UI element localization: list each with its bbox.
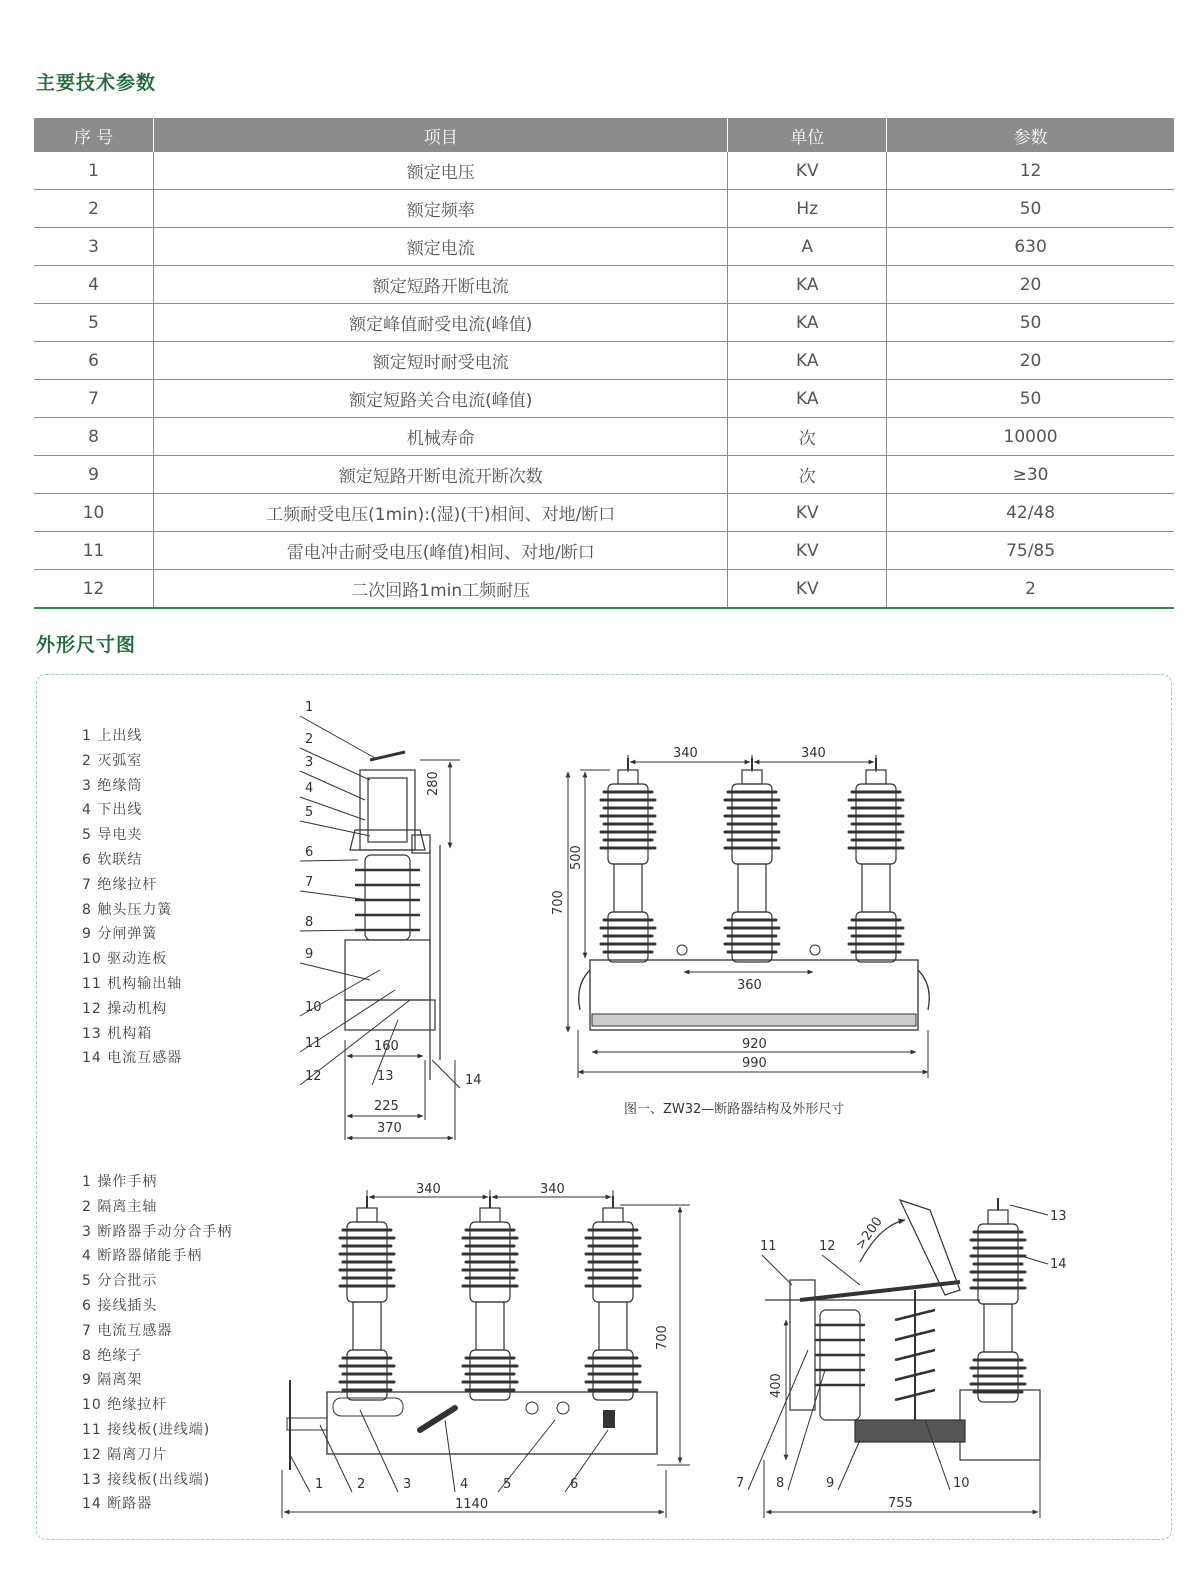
legend-item-isolator: 10 绝缘拉杆 — [82, 1397, 168, 1414]
callout-leader — [300, 891, 368, 900]
legend-item-isolator: 1 操作手柄 — [82, 1174, 158, 1190]
cell-unit: 次 — [728, 418, 887, 456]
callout-number: 4 — [460, 1477, 469, 1492]
cell-unit: KA — [728, 266, 887, 304]
legend-item-isolator: 3 断路器手动分合手柄 — [82, 1223, 233, 1240]
fig2-base-rail — [592, 1014, 916, 1026]
cell-index: 4 — [34, 266, 154, 304]
cell-unit: Hz — [728, 190, 887, 228]
callout-number: 12 — [819, 1239, 836, 1254]
fig4-dim-755: 755 — [888, 1496, 913, 1511]
callout-leader — [822, 1255, 860, 1285]
fig1-insulating-cylinder — [365, 855, 410, 940]
cell-item: 额定峰值耐受电流(峰值) — [154, 304, 728, 342]
callout-number: 2 — [305, 732, 314, 747]
fig3-pole-3 — [586, 1196, 640, 1400]
fig1-dim-370: 370 — [377, 1121, 402, 1136]
fig1-interrupter-inner — [368, 778, 407, 842]
fig2-caption: 图一、ZW32—断路器结构及外形尺寸 — [624, 1102, 845, 1117]
cell-item: 工频耐受电压(1min):(湿)(干)相间、对地/断口 — [154, 494, 728, 532]
callout-leader — [290, 1455, 310, 1492]
callout-number: 5 — [503, 1477, 512, 1492]
cell-unit: KV — [728, 152, 887, 190]
callout-number: 10 — [953, 1476, 970, 1491]
legend-item-breaker: 3 绝缘筒 — [82, 777, 143, 794]
legend-item-isolator: 9 隔离架 — [82, 1372, 143, 1389]
fig3-dim-340-a: 340 — [416, 1182, 441, 1197]
legend-item-breaker: 8 触头压力簧 — [82, 901, 173, 918]
callout-leader — [300, 860, 358, 861]
cell-unit: KV — [728, 532, 887, 570]
cell-item: 额定短路关合电流(峰值) — [154, 380, 728, 418]
cell-item: 额定短路开断电流 — [154, 266, 728, 304]
callout-number: 6 — [570, 1477, 579, 1492]
legend-item-isolator: 8 绝缘子 — [82, 1347, 143, 1364]
cell-item: 雷电冲击耐受电压(峰值)相间、对地/断口 — [154, 532, 728, 570]
callout-number: 12 — [305, 1069, 322, 1084]
fig1-clamp — [350, 830, 425, 850]
fig2-pole-1 — [601, 758, 655, 962]
fig3-dim-340-b: 340 — [540, 1182, 565, 1197]
header-item: 项目 — [154, 118, 728, 152]
cell-value: 42/48 — [887, 494, 1174, 532]
section-title-parameters: 主要技术参数 — [36, 72, 157, 94]
cell-value: 20 — [887, 342, 1174, 380]
fig3-dim-1140: 1140 — [455, 1497, 489, 1512]
section-title-dimensions: 外形尺寸图 — [36, 634, 137, 656]
fig2-dim-990: 990 — [742, 1056, 767, 1071]
legend-item-breaker: 2 灭弧室 — [82, 752, 143, 769]
callout-leader — [762, 1255, 792, 1285]
cell-unit: KA — [728, 342, 887, 380]
callout-leader — [432, 1060, 460, 1088]
callout-number: 13 — [1050, 1209, 1067, 1224]
cell-index: 2 — [34, 190, 154, 228]
callout-number: 7 — [736, 1476, 745, 1491]
callout-number: 3 — [403, 1477, 412, 1492]
cell-value: 20 — [887, 266, 1174, 304]
fig1-dimensions — [345, 760, 460, 1140]
legend-item-isolator: 5 分合批示 — [82, 1273, 158, 1290]
callout-leader — [300, 930, 362, 931]
callout-leader — [788, 1370, 825, 1490]
callout-number: 1 — [315, 1477, 324, 1492]
callout-number: 11 — [760, 1239, 777, 1254]
callout-number: 6 — [305, 845, 314, 860]
legend-item-breaker: 6 软联结 — [82, 851, 143, 868]
cell-value: 75/85 — [887, 532, 1174, 570]
legend-item-breaker: 10 驱动连板 — [82, 951, 168, 968]
cell-item: 二次回路1min工频耐压 — [154, 570, 728, 609]
callout-leader — [320, 1425, 352, 1492]
fig4-mechanism-box — [960, 1390, 1040, 1460]
callout-number: 5 — [305, 805, 314, 820]
cell-value: 2 — [887, 570, 1174, 609]
callout-number: 2 — [357, 1477, 366, 1492]
fig2-dim-920: 920 — [742, 1037, 767, 1052]
fig1-side-view — [345, 752, 440, 1080]
fig2-dim-340-a: 340 — [673, 746, 698, 761]
cell-unit: KA — [728, 380, 887, 418]
legend-item-breaker: 5 导电夹 — [82, 827, 143, 844]
cell-index: 8 — [34, 418, 154, 456]
cell-unit: A — [728, 228, 887, 266]
legend-item-breaker: 7 绝缘拉杆 — [82, 876, 158, 893]
callout-leader — [300, 963, 370, 980]
fig4-insulator — [820, 1310, 860, 1420]
cell-value: 50 — [887, 190, 1174, 228]
fig3-pole-1 — [340, 1196, 394, 1400]
callout-number: 14 — [465, 1073, 482, 1088]
legend-item-isolator: 2 隔离主轴 — [82, 1198, 158, 1215]
cell-value: ≥30 — [887, 456, 1174, 494]
cell-index: 12 — [34, 570, 154, 609]
fig1-dim-280: 280 — [426, 771, 441, 796]
cell-value: 630 — [887, 228, 1174, 266]
callout-number: 8 — [305, 915, 314, 930]
fig1-dim-225: 225 — [374, 1099, 399, 1114]
header-unit: 单位 — [728, 118, 887, 152]
callout-leader — [1010, 1205, 1048, 1215]
cell-unit: 次 — [728, 456, 887, 494]
fig2-dim-360: 360 — [737, 978, 762, 993]
fig2-pole-3 — [849, 758, 903, 962]
header-value: 参数 — [887, 118, 1174, 152]
legend-item-breaker: 12 操动机构 — [82, 1000, 168, 1017]
cell-value: 12 — [887, 152, 1174, 190]
cell-unit: KV — [728, 570, 887, 609]
fig1-dim-160: 160 — [374, 1039, 399, 1054]
callout-leader — [838, 1440, 860, 1490]
legend-item-isolator: 11 接线板(进线端) — [82, 1421, 211, 1438]
legend-item-breaker: 1 上出线 — [82, 728, 143, 744]
cell-index: 6 — [34, 342, 154, 380]
callout-leader — [445, 1420, 455, 1492]
cell-index: 7 — [34, 380, 154, 418]
cell-index: 3 — [34, 228, 154, 266]
fig2-pole-2 — [725, 758, 779, 962]
callout-number: 11 — [305, 1036, 322, 1051]
fig3-pole-2 — [463, 1196, 517, 1400]
legend-item-isolator: 4 断路器储能手柄 — [82, 1248, 203, 1265]
fig2-dim-500: 500 — [569, 845, 584, 870]
cell-value: 50 — [887, 304, 1174, 342]
fig2-dim-700: 700 — [551, 890, 566, 915]
cell-item: 额定频率 — [154, 190, 728, 228]
legend-item-breaker: 4 下出线 — [82, 802, 143, 819]
cell-unit: KV — [728, 494, 887, 532]
legend-item-breaker: 14 电流互感器 — [82, 1050, 183, 1067]
fig1-mechanism — [345, 940, 430, 1000]
fig2-dim-340-b: 340 — [801, 746, 826, 761]
callout-number: 14 — [1050, 1257, 1067, 1272]
callout-number: 9 — [305, 947, 314, 962]
fig4-isolation-frame — [855, 1420, 965, 1442]
cell-index: 10 — [34, 494, 154, 532]
fig4-side-view — [765, 1198, 1040, 1460]
cell-item: 额定短时耐受电流 — [154, 342, 728, 380]
callout-leader — [748, 1350, 808, 1490]
callout-number: 9 — [826, 1476, 835, 1491]
callout-leader — [360, 1410, 398, 1492]
legend-item-isolator: 12 隔离刀片 — [82, 1446, 168, 1463]
cell-index: 1 — [34, 152, 154, 190]
callout-number: 10 — [305, 1000, 322, 1015]
legend-item-isolator: 13 接线板(出线端) — [82, 1471, 211, 1488]
cell-index: 11 — [34, 532, 154, 570]
legend-item-breaker: 13 机构箱 — [82, 1025, 153, 1042]
legend-item-breaker: 11 机构输出轴 — [82, 975, 183, 992]
legend-item-breaker: 9 分闸弹簧 — [82, 926, 158, 943]
callout-number: 8 — [776, 1476, 785, 1491]
cell-index: 5 — [34, 304, 154, 342]
fig4-dimensions — [764, 1320, 1040, 1518]
header-index: 序 号 — [34, 118, 154, 152]
fig3-callouts — [290, 1410, 608, 1492]
legend-item-isolator: 7 电流互感器 — [82, 1322, 173, 1339]
callout-number: 7 — [305, 875, 314, 890]
legend-item-isolator: 6 接线插头 — [82, 1297, 158, 1314]
callout-number: 3 — [305, 755, 314, 770]
callout-number: 4 — [305, 781, 314, 796]
callout-number: 13 — [377, 1069, 394, 1084]
fig3-dim-700: 700 — [655, 1325, 670, 1350]
cell-value: 50 — [887, 380, 1174, 418]
legend-item-isolator: 14 断路器 — [82, 1496, 153, 1513]
cell-item: 额定电压 — [154, 152, 728, 190]
cell-item: 机械寿命 — [154, 418, 728, 456]
fig4-dim-200: >200 — [852, 1214, 886, 1253]
cell-item: 额定电流 — [154, 228, 728, 266]
cell-index: 9 — [34, 456, 154, 494]
callout-number: 1 — [305, 700, 314, 715]
fig3-front-view — [287, 1196, 657, 1470]
cell-value: 10000 — [887, 418, 1174, 456]
cell-item: 额定短路开断电流开断次数 — [154, 456, 728, 494]
fig4-dim-400: 400 — [769, 1373, 784, 1398]
cell-unit: KA — [728, 304, 887, 342]
